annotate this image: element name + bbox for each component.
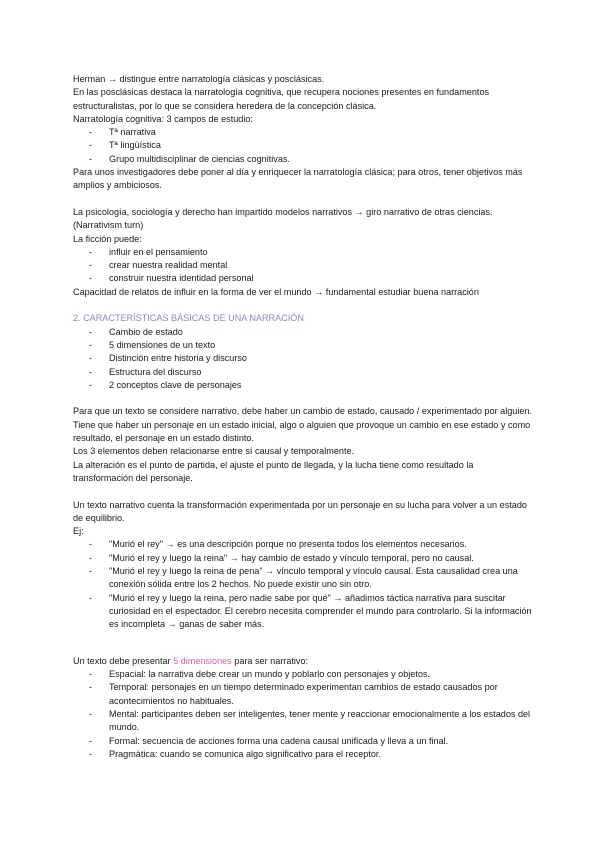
- list-item: - Distinción entre historia y discurso: [73, 352, 533, 365]
- list-item: - "Murió el rey y luego la reina, pero nadie sabe por qué" → añadimos táctica narrativa para suscitar curiosidad en el espectador. El cerebro necesita comprender el mundo para controlarlo. Si la información es incompleta → ganas de saber más.: [73, 592, 533, 632]
- paragraph: Los 3 elementos deben relacionarse entre sí causal y temporalmente.: [73, 446, 355, 457]
- paragraph: Para que un texto se considere narrativo, debe haber un cambio de estado, causado / experimentado por alguien. Tiene que haber un personaje en un estado inicial, algo o alguien que provoque un cambio en ese estado y como resultado, el personaje en un estado distinto.: [73, 406, 533, 444]
- paragraph: Narratología cognitiva: 3 campos de estudio:: [73, 113, 253, 124]
- list-item: - "Murió el rey y luego la reina" → hay cambio de estado y vínculo temporal, pero no causal.: [73, 552, 533, 565]
- list-item: - Estructura del discurso: [73, 366, 533, 379]
- list-item: - Formal: secuencia de acciones forma una cadena causal unificada y lleva a un final.: [73, 735, 533, 748]
- bullet-list: [73, 246, 533, 286]
- list-item: - Temporal: personajes en un tiempo determinado experimentan cambios de estado causados por acontecimientos no habituales.: [73, 681, 533, 708]
- bullet-list: [73, 538, 533, 631]
- paragraph: En las posclásicas destaca la narratología cognitiva, que recupera nociones presentes en fundamentos estructuralistas, por lo que se considera heredera de la concepción clásica.: [73, 87, 490, 111]
- section-heading: 2. CARACTERÍSTICAS BÁSICAS DE UNA NARRACIÓN: [73, 313, 304, 324]
- list-item: - "Murió el rey" → es una descripción porque no presenta todos los elementos necesarios.: [73, 538, 533, 551]
- paragraph: Capacidad de relatos de influir en la forma de ver el mundo → fundamental estudiar buena narración: [73, 286, 479, 297]
- list-item: - Mental: participantes deben ser inteligentes, tener mente y reaccionar emocionalmente a los estados del mundo.: [73, 708, 533, 735]
- list-item: - 2 conceptos clave de personajes: [73, 379, 533, 392]
- bullet-list: [73, 668, 533, 761]
- document-body: [73, 73, 533, 761]
- bullet-list: [73, 326, 533, 392]
- list-item: - Espacial: la narrativa debe crear un mundo y poblarlo con personajes y objetos.: [73, 668, 533, 681]
- bullet-list: [73, 126, 533, 166]
- list-item: - Cambio de estado: [73, 326, 533, 339]
- list-item: - influir en el pensamiento: [73, 246, 533, 259]
- paragraph: Herman → distingue entre narratología clásicas y posclásicas.: [73, 74, 325, 84]
- list-item: - "Murió el rey y luego la reina de pena" → vínculo temporal y vínculo causal. Esta causalidad crea una conexión sólida entre los 2 hechos. No puede existir uno sin otro.: [73, 565, 533, 592]
- list-item: - crear nuestra realidad mental: [73, 259, 533, 272]
- list-item: - 5 dimensiones de un texto: [73, 339, 533, 352]
- paragraph: [73, 655, 533, 668]
- paragraph: La ficción puede:: [73, 233, 142, 244]
- list-item: - Tª narrativa: [73, 126, 533, 139]
- list-item: - construir nuestra identidad personal: [73, 272, 533, 285]
- list-item: - Pragmática: cuando se comunica algo significativo para el receptor.: [73, 748, 533, 761]
- list-item: - Grupo multidisciplinar de ciencias cognitivas.: [73, 153, 533, 166]
- paragraph-text: Un texto debe presentar: [73, 655, 174, 666]
- paragraph: La alteración es el punto de partida, el ajuste el punto de llegada, y la lucha tiene como resultado la transformación del personaje.: [73, 459, 474, 483]
- highlight-text: 5 dimensiones: [173, 655, 232, 666]
- paragraph: Ej:: [73, 526, 84, 537]
- paragraph-text: para ser narrativo:: [231, 655, 309, 666]
- paragraph: La psicología, sociología y derecho han impartido modelos narrativos → giro narrativo de otras ciencias. (Narrativism turn): [73, 206, 493, 231]
- paragraph: Para unos investigadores debe poner al día y enriquecer la narratología clásica; para otros, tener objetivos más amplios y ambiciosos.: [73, 167, 523, 191]
- paragraph: Un texto narrativo cuenta la transformación experimentada por un personaje en su lucha para volver a un estado de equilibrio.: [73, 499, 527, 523]
- list-item: - Tª lingüística: [73, 139, 533, 152]
